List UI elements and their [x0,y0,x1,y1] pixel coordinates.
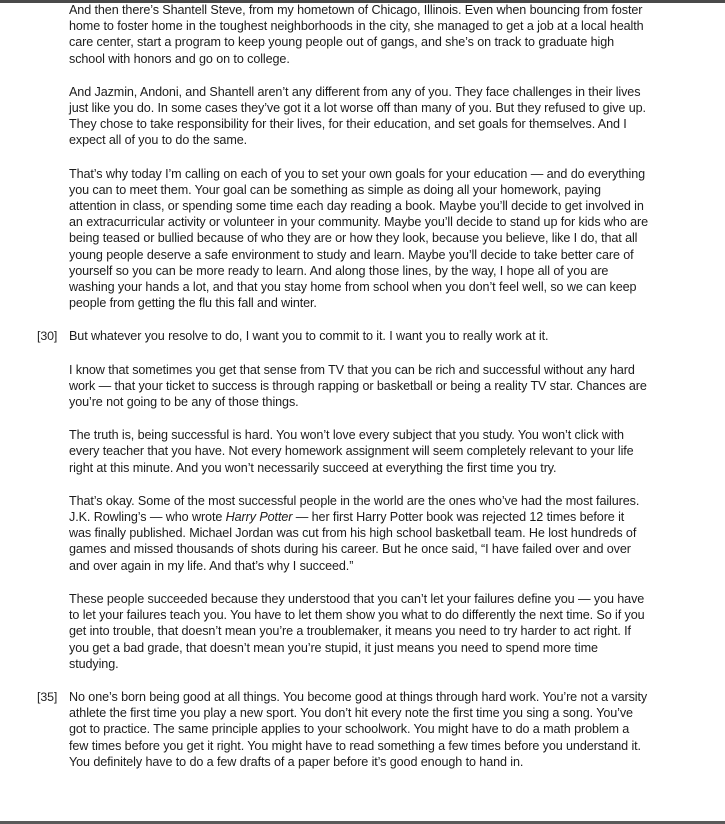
line-number: [35] [37,689,58,704]
paragraph: I know that sometimes you get that sense from TV that you can be rich and successful without any hard work — that your ticket to success is through rapping or basketball or being a reality TV star. Chances are you’re not going to be any of those things. [69,362,647,410]
book-title: Harry Potter [225,510,293,525]
paragraph-text: But whatever you resolve to do, I want you to commit to it. I want you to really work at it. [69,329,549,344]
line-number: [30] [37,329,58,344]
paragraph: The truth is, being successful is hard. You won’t love every subject that you study. You won’t click with every teacher that you have. Not every homework assignment will seem completely relevant to your life right at this minute. And you won’t necessarily succeed at everything the first time you try. [69,428,634,475]
paragraph: That’s why today I’m calling on each of you to set your own goals for your education — and do everything you can to meet them. Your goal can be something as simple as doing all your homework, paying attention in class, or spending some time each day reading a book. Maybe you’ll decide to get involved in an extracurricular activity or volunteer in your community. Maybe you’ll decide to stand up for kids who are being teased or bullied because of who they are or how they look, because you believe, like I do, that all young people deserve a safe environment to study and learn. Maybe you’ll decide to take better care of yourself so you can be more ready to learn. And along those lines, by the way, I hope all of you are washing your hands a lot, and that you stay home from school when you don’t feel well, so we can keep people from getting the flu this fall and winter. [69,166,649,311]
paragraph-text: No one’s born being good at all things. You become good at things through hard work. You’re not a varsity athlete the first time you play a new sport. You don’t hit every note the first time you sing a song. You’ve got to practice. The same principle applies to your schoolwork. You might have to do a math problem a few times before you get it right. You might have to read something a few times before you understand it. You definitely have to do a few drafts of a paper before it’s good enough to hand in. [69,689,648,769]
paragraph-text: That’s okay. Some of the most successful people in the world are the ones who’ve had the most failures. J.K. Rowling’s — who wrote [69,493,640,525]
paragraph: And Jazmin, Andoni, and Shantell aren’t any different from any of you. They face challenges in their lives just like you do. In some cases they’ve got it a lot worse off than many of you. But they refused to give up. They chose to take responsibility for their lives, for their education, and set goals for themselves. And I expect all of you to do the same. [69,84,646,148]
numbered-paragraph [37,689,649,770]
paragraph: And then there’s Shantell Steve, from my hometown of Chicago, Illinois. Even when bouncing from foster home to foster home in the toughest neighborhoods in the city, she managed to get a job at a local health care center, start a program to keep young people out of gangs, and she’s on track to graduate high school with honors and go on to college. [69,3,644,66]
numbered-paragraph [37,328,649,344]
paragraph-text: — her first Harry Potter book was rejected 12 times before it was finally published. Michael Jordan was cut from his high school basketball team. He lost hundreds of games and missed thousands of shots during his career. But he once said, “I have failed over and over and over again in my life. And that’s why I succeed.” [69,510,637,573]
document-page [0,2,725,787]
paragraph: These people succeeded because they understood that you can’t let your failures define you — you have to let your failures teach you. You have to let them show you what to do differently the next time. So if you get into trouble, that doesn’t mean you’re a troublemaker, it means you need to try harder to act right. If you get a bad grade, that doesn’t mean you’re stupid, it just means you need to spend more time studying. [69,591,645,671]
paragraph [69,493,649,574]
